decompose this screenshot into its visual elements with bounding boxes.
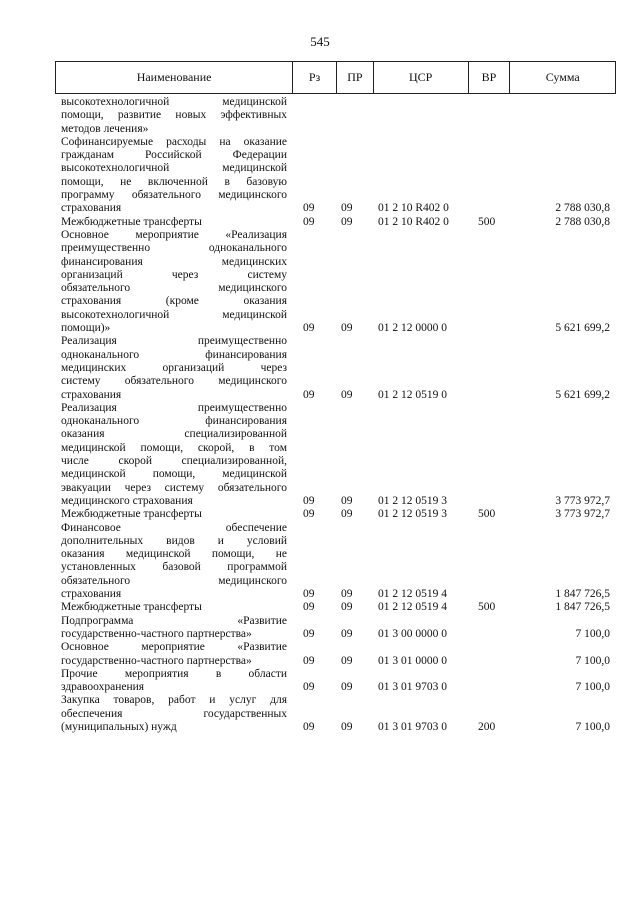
row-name — [61, 136, 287, 216]
row-csr: 01 2 10 R402 0 — [378, 202, 449, 215]
table-row — [0, 668, 640, 695]
table-row — [0, 335, 640, 402]
row-vr: 500 — [478, 508, 496, 521]
row-name-line: страхования — [61, 388, 122, 401]
row-pr: 09 — [341, 721, 353, 734]
table-row — [0, 96, 640, 136]
row-csr: 01 2 12 0519 4 — [378, 601, 447, 614]
row-name-line: одноканального финансирования — [61, 348, 287, 361]
header-csr: ЦСР — [374, 62, 469, 93]
row-name-line: помощи, не включенной в базовую — [61, 175, 287, 188]
row-name — [61, 216, 287, 229]
row-sum: 3 773 972,7 — [555, 508, 610, 521]
row-pr: 09 — [341, 388, 353, 401]
table-body — [0, 96, 640, 734]
row-name-line: Финансовое обеспечение — [61, 521, 287, 534]
row-name-line: страхования — [61, 588, 122, 601]
row-name-line: Реализация преимущественно — [61, 335, 287, 348]
table-row — [0, 508, 640, 521]
row-sum: 5 621 699,2 — [555, 388, 610, 401]
row-name-line: высокотехнологичной медицинской — [61, 162, 287, 175]
row-csr: 01 2 12 0519 3 — [378, 508, 447, 521]
row-name-line: обязательного медицинского — [61, 282, 287, 295]
row-name-line: оказания медицинской помощи, не — [61, 548, 287, 561]
row-csr: 01 2 12 0000 0 — [378, 322, 447, 335]
row-rz: 09 — [303, 494, 315, 507]
row-name-line: эвакуации через систему обязательного — [61, 481, 287, 494]
row-name-line: медицинской помощи, медицинской — [61, 468, 287, 481]
row-name-line: числе скорой специализированной, — [61, 455, 287, 468]
table-row — [0, 136, 640, 216]
row-rz: 09 — [303, 627, 315, 640]
row-csr: 01 2 12 0519 3 — [378, 494, 447, 507]
row-pr: 09 — [341, 494, 353, 507]
row-name — [61, 668, 287, 695]
row-rz: 09 — [303, 388, 315, 401]
row-name-line: преимущественно одноканального — [61, 242, 287, 255]
row-name-line: Межбюджетные трансферты — [61, 601, 202, 614]
header-name: Наименование — [56, 62, 293, 93]
header-pr: ПР — [337, 62, 374, 93]
row-name — [61, 508, 287, 521]
row-pr: 09 — [341, 588, 353, 601]
row-name — [61, 402, 287, 508]
row-name-line: страхования (кроме оказания — [61, 295, 287, 308]
row-name-line: медицинского страхования — [61, 494, 193, 507]
row-name-line: (муниципальных) нужд — [61, 721, 177, 734]
row-csr: 01 3 00 0000 0 — [378, 627, 447, 640]
header-rz: Рз — [293, 62, 337, 93]
row-sum: 7 100,0 — [575, 627, 610, 640]
row-name-line: обеспечения государственных — [61, 707, 287, 720]
row-sum: 1 847 726,5 — [555, 601, 610, 614]
row-pr: 09 — [341, 202, 353, 215]
row-sum: 3 773 972,7 — [555, 494, 610, 507]
row-pr: 09 — [341, 681, 353, 694]
row-rz: 09 — [303, 508, 315, 521]
row-name-line: помощи, развитие новых эффективных — [61, 109, 287, 122]
row-csr: 01 3 01 9703 0 — [378, 681, 447, 694]
table-row — [0, 641, 640, 668]
row-name-line: медицинской помощи, скорой, в том — [61, 441, 287, 454]
row-rz: 09 — [303, 322, 315, 335]
table-row — [0, 229, 640, 335]
row-pr: 09 — [341, 654, 353, 667]
row-sum: 7 100,0 — [575, 681, 610, 694]
row-name-line: программу обязательного медицинского — [61, 189, 287, 202]
row-name — [61, 229, 287, 335]
row-name-line: здравоохранения — [61, 681, 145, 694]
row-name-line: дополнительных видов и условий — [61, 534, 287, 547]
row-pr: 09 — [341, 215, 353, 228]
row-rz: 09 — [303, 215, 315, 228]
row-name — [61, 641, 287, 668]
row-csr: 01 2 10 R402 0 — [378, 215, 449, 228]
row-name-line: Подпрограмма «Развитие — [61, 614, 287, 627]
row-name-line: оказания специализированной — [61, 428, 287, 441]
table-row — [0, 522, 640, 602]
row-name — [61, 694, 287, 734]
row-name-line: государственно-частного партнерства» — [61, 627, 252, 640]
row-name-line: организаций через систему — [61, 268, 287, 281]
row-name-line: установленных базовой программой — [61, 561, 287, 574]
row-sum: 5 621 699,2 — [555, 322, 610, 335]
row-rz: 09 — [303, 681, 315, 694]
row-csr: 01 3 01 9703 0 — [378, 721, 447, 734]
row-name-line: систему обязательного медицинского — [61, 375, 287, 388]
row-name-line: государственно-частного партнерства» — [61, 654, 252, 667]
row-name-line: высокотехнологичной медицинской — [61, 96, 287, 108]
header-vr: ВР — [469, 62, 511, 93]
row-name-line: Межбюджетные трансферты — [61, 215, 202, 228]
row-name — [61, 522, 287, 602]
header-sum: Сумма — [545, 70, 580, 84]
table-header — [55, 61, 616, 94]
row-pr: 09 — [341, 508, 353, 521]
table-row — [0, 601, 640, 614]
row-name-line: методов лечения» — [61, 122, 149, 135]
row-name-line: Межбюджетные трансферты — [61, 508, 202, 521]
row-rz: 09 — [303, 588, 315, 601]
row-rz: 09 — [303, 601, 315, 614]
row-name-line: Софинансируемые расходы на оказание — [61, 135, 287, 148]
row-sum: 7 100,0 — [575, 654, 610, 667]
row-name — [61, 601, 287, 614]
row-name-line: обязательного медицинского — [61, 574, 287, 587]
row-vr: 500 — [478, 601, 496, 614]
row-name — [61, 615, 287, 642]
row-name-line: Прочие мероприятия в области — [61, 667, 287, 680]
table-row — [0, 615, 640, 642]
row-name-line: медицинских организаций через — [61, 361, 287, 374]
row-name-line: Основное мероприятие «Развитие — [61, 641, 287, 654]
table-row — [0, 402, 640, 508]
row-name-line: помощи)» — [61, 322, 111, 335]
row-name — [61, 96, 287, 136]
row-sum: 2 788 030,8 — [555, 202, 610, 215]
row-name-line: Основное мероприятие «Реализация — [61, 228, 287, 241]
row-pr: 09 — [341, 322, 353, 335]
table-row — [0, 216, 640, 229]
row-name-line: высокотехнологичной медицинской — [61, 308, 287, 321]
row-vr: 500 — [478, 215, 496, 228]
row-sum: 2 788 030,8 — [555, 215, 610, 228]
row-name-line: финансирования медицинских — [61, 255, 287, 268]
row-name-line: страхования — [61, 202, 122, 215]
row-csr: 01 3 01 0000 0 — [378, 654, 447, 667]
row-pr: 09 — [341, 627, 353, 640]
row-rz: 09 — [303, 202, 315, 215]
row-name-line: Закупка товаров, работ и услуг для — [61, 694, 287, 707]
row-name-line: гражданам Российской Федерации — [61, 149, 287, 162]
row-name — [61, 335, 287, 401]
row-sum: 7 100,0 — [575, 721, 610, 734]
page-number: 545 — [310, 34, 330, 49]
row-name-line: Реализация преимущественно — [61, 401, 287, 414]
row-rz: 09 — [303, 721, 315, 734]
row-name-line: одноканального финансирования — [61, 415, 287, 428]
row-sum: 1 847 726,5 — [555, 588, 610, 601]
row-csr: 01 2 12 0519 0 — [378, 388, 447, 401]
row-csr: 01 2 12 0519 4 — [378, 588, 447, 601]
row-pr: 09 — [341, 601, 353, 614]
row-rz: 09 — [303, 654, 315, 667]
row-vr: 200 — [478, 721, 496, 734]
table-row — [0, 694, 640, 734]
